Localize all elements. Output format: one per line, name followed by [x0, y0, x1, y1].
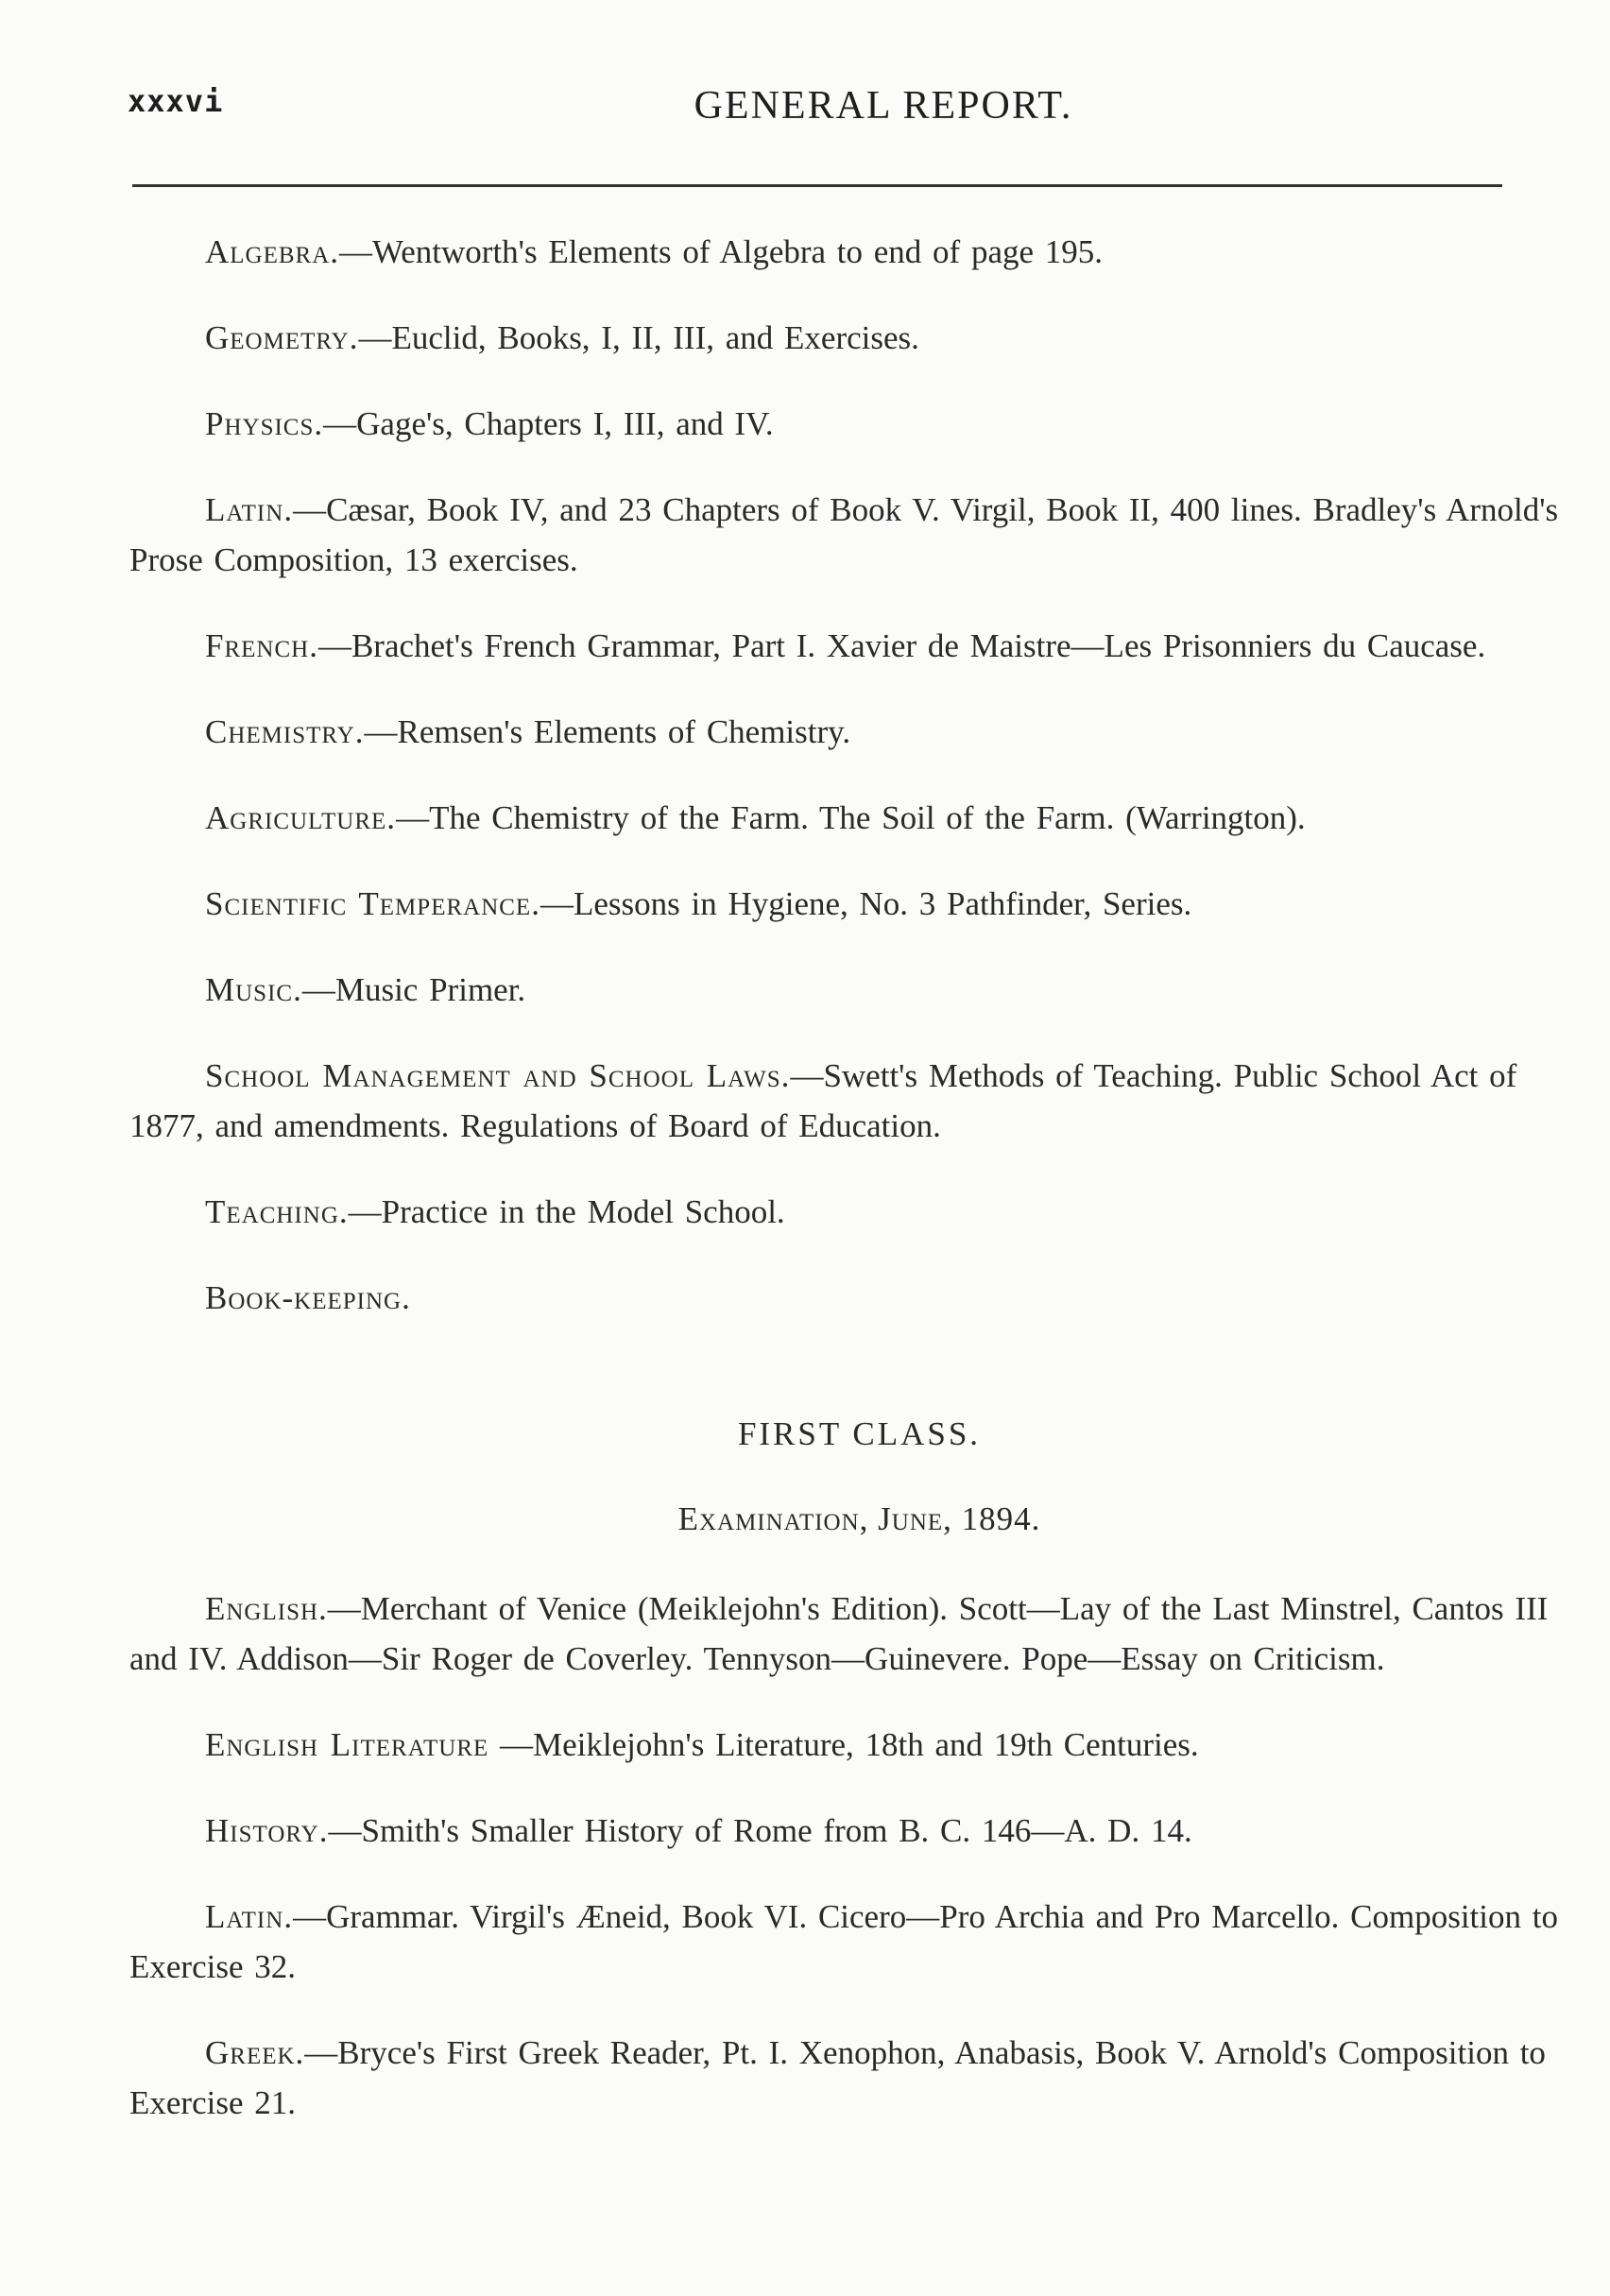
section-label: English Literature — [205, 1726, 489, 1763]
section-text: —Smith's Smaller History of Rome from B. C. 146—A. D. 14. — [328, 1812, 1192, 1849]
section-label: School Management and School Laws. — [205, 1057, 791, 1094]
section-label: French. — [205, 627, 318, 664]
section-label: Book-keeping. — [205, 1279, 411, 1316]
section-algebra — [129, 227, 1570, 277]
section-scientific-temperance — [129, 879, 1570, 929]
section-text: —Grammar. Virgil's Æneid, Book VI. Cicero—Pro Archia and Pro Marcello. Composition to Exercise 32. — [129, 1898, 1558, 1985]
section-text: —Merchant of Venice (Meiklejohn's Edition). Scott—Lay of the Last Minstrel, Cantos III and IV. Addison—Sir Roger de Coverley. Tennyson—Guinevere. Pope—Essay on Criticism. — [129, 1590, 1549, 1677]
section-text: —Practice in the Model School. — [348, 1193, 785, 1230]
section-text: —Wentworth's Elements of Algebra to end of page 195. — [339, 233, 1104, 270]
section-label: Algebra. — [205, 233, 340, 270]
section-chemistry — [129, 707, 1570, 757]
page-content — [129, 227, 1570, 2164]
page-number: xxxvi — [128, 83, 224, 119]
section-label: Latin. — [205, 491, 294, 528]
page-header — [128, 83, 1479, 140]
header-rule — [132, 184, 1502, 187]
section-label: English. — [205, 1590, 328, 1627]
exam-heading: Examination, June, 1894. — [677, 1500, 1041, 1537]
section-text: —The Chemistry of the Farm. The Soil of the Farm. (Warrington). — [396, 799, 1306, 836]
section-book-keeping — [129, 1273, 1570, 1323]
section-text: —Brachet's French Grammar, Part I. Xavier de Maistre—Les Prisonniers du Caucase. — [317, 627, 1486, 664]
section-label: Physics. — [205, 405, 324, 442]
section-label: History. — [205, 1812, 329, 1849]
section-geometry — [129, 313, 1570, 363]
section-text: —Music Primer. — [301, 971, 526, 1008]
section-label: Greek. — [205, 2034, 305, 2071]
section-label: Chemistry. — [205, 713, 365, 750]
section-text: —Swett's Methods of Teaching. Public School Act of 1877, and amendments. Regulations of Board of Education. — [129, 1057, 1517, 1144]
section-english — [129, 1584, 1570, 1684]
section-text: —Gage's, Chapters I, III, and IV. — [323, 405, 774, 442]
section-text: —Euclid, Books, I, II, III, and Exercises. — [358, 319, 919, 356]
section-text: —Lessons in Hygiene, No. 3 Pathfinder, Series. — [540, 885, 1192, 922]
section-greek — [129, 2028, 1570, 2128]
section-label: Latin. — [205, 1898, 294, 1935]
section-latin — [129, 485, 1570, 585]
section-label: Teaching. — [205, 1193, 349, 1230]
running-head: GENERAL REPORT. — [694, 84, 1073, 128]
section-latin-first-class — [129, 1892, 1570, 1992]
section-physics — [129, 399, 1570, 449]
class-title: FIRST CLASS. — [737, 1415, 982, 1452]
section-label: Geometry. — [205, 319, 359, 356]
section-label: Scientific Temperance. — [205, 885, 540, 922]
section-text: —Bryce's First Greek Reader, Pt. I. Xenophon, Anabasis, Book V. Arnold's Composition to Exercise 21. — [129, 2034, 1546, 2121]
section-music — [129, 965, 1570, 1015]
section-text: —Remsen's Elements of Chemistry. — [364, 713, 851, 750]
section-agriculture — [129, 793, 1570, 843]
section-teaching — [129, 1187, 1570, 1237]
section-english-literature — [129, 1720, 1570, 1770]
section-french — [129, 621, 1570, 671]
section-history — [129, 1806, 1570, 1856]
section-label: Music. — [205, 971, 302, 1008]
section-text: —Meiklejohn's Literature, 18th and 19th Centuries. — [488, 1726, 1199, 1763]
section-text: —Cæsar, Book IV, and 23 Chapters of Book V. Virgil, Book II, 400 lines. Bradley's Arnold's Prose Composition, 13 exercises. — [129, 491, 1559, 578]
section-school-management — [129, 1051, 1570, 1151]
section-label: Agriculture. — [205, 799, 397, 836]
